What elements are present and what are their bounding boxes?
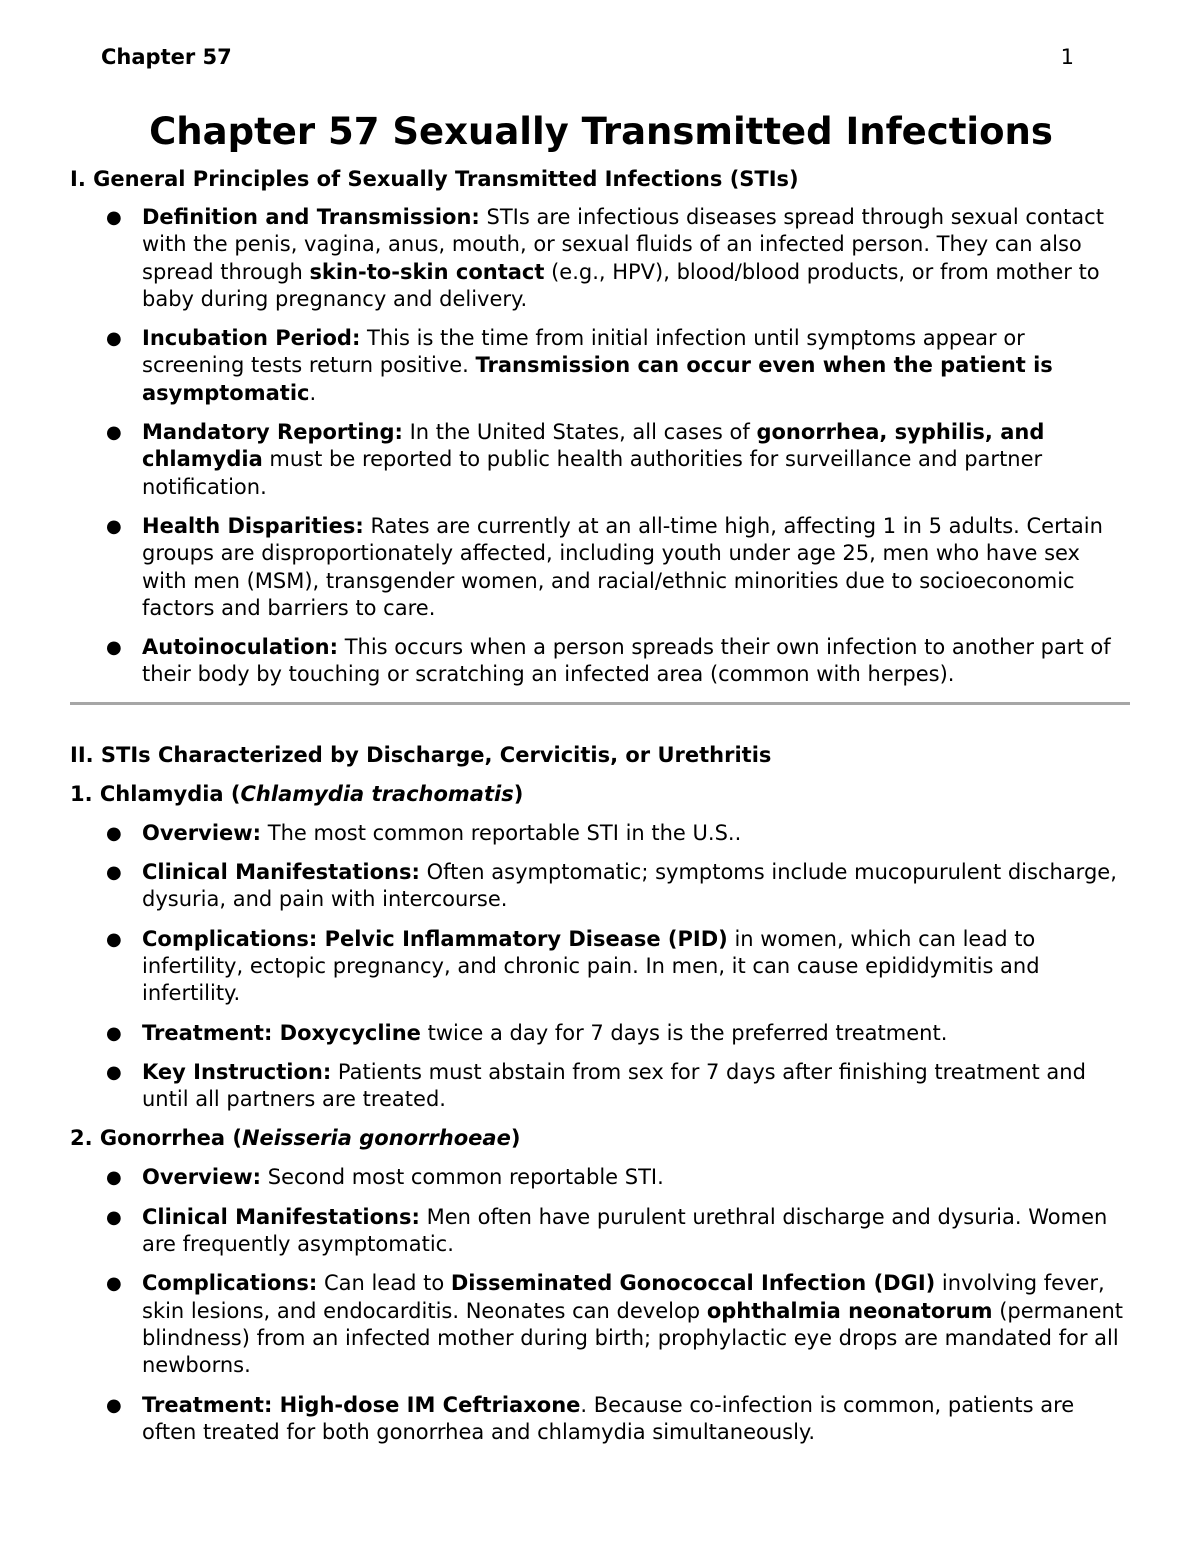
item-text: The most common reportable STI in the U.S..: [261, 820, 742, 845]
bullet-icon: ●: [106, 1061, 122, 1083]
list-item: [70, 513, 1130, 622]
list-item: [70, 926, 1130, 1008]
item-term: Overview:: [142, 820, 262, 845]
gonorrhea-list: [70, 1164, 1130, 1446]
organism-name: Chlamydia trachomatis: [240, 781, 514, 806]
item-emphasis: ophthalmia neonatorum: [706, 1298, 993, 1323]
running-header-chapter: Chapter 57: [101, 45, 232, 69]
item-term: Complications:: [142, 1271, 318, 1296]
item-text: Patients must abstain from sex for 7 days after finishing treatment and until all partners are treated.: [142, 1059, 1086, 1112]
item-text: Men often have purulent urethral discharge and dysuria. Women are frequently asymptomatic.: [142, 1204, 1108, 1257]
item-text: Rates are currently at an all-time high, affecting 1 in 5 adults. Certain groups are disproportionately affected, including youth under age 25, men who have sex with men (MSM), transgender women, and racial/ethnic minorities due to socioeconomic factors and barriers to care.: [142, 513, 1103, 620]
item-term: Definition and Transmission:: [142, 205, 480, 229]
item-text: .: [309, 380, 317, 405]
bullet-icon: ●: [106, 822, 122, 844]
item-text: in women, which can lead to infertility, ectopic pregnancy, and chronic pain. In men, it can cause epididymitis and infertility.: [142, 926, 1040, 1006]
item-text: Often asymptomatic; symptoms include mucopurulent discharge, dysuria, and pain with intercourse.: [142, 860, 1117, 912]
item-term: Treatment:: [142, 1020, 273, 1045]
item-emphasis: Doxycycline: [272, 1020, 421, 1045]
item-text: (e.g., HPV), blood/blood products, or from mother to baby during pregnancy and delivery.: [142, 259, 1100, 311]
page-number: 1: [1060, 45, 1074, 69]
item-term: Autoinoculation:: [142, 635, 339, 660]
item-term: Clinical Manifestations:: [142, 860, 420, 885]
heading-text: 2. Gonorrhea (: [70, 1126, 242, 1151]
section-1-list: [70, 204, 1130, 689]
bullet-icon: ●: [106, 207, 122, 228]
section-divider: [70, 702, 1130, 705]
bullet-icon: ●: [106, 328, 122, 350]
item-text: twice a day for 7 days is the preferred treatment.: [420, 1020, 948, 1045]
running-header: [101, 44, 1074, 70]
list-item: [70, 204, 1130, 313]
gonorrhea-heading: [70, 1125, 1130, 1152]
item-emphasis: High-dose IM Ceftriaxone: [272, 1392, 581, 1417]
document-title: Chapter 57 Sexually Transmitted Infections: [149, 110, 1053, 153]
bullet-icon: ●: [106, 928, 122, 950]
document-body: [70, 109, 1130, 1446]
item-text: This occurs when a person spreads their own infection to another part of their body by touching or scratching an infected area (common with herpes).: [142, 635, 1111, 687]
item-text: Second most common reportable STI.: [261, 1165, 664, 1190]
organism-name: Neisseria gonorrhoeae: [241, 1126, 511, 1151]
item-text: Can lead to: [317, 1271, 451, 1296]
item-text: must be reported to public health authorities for surveillance and partner notification.: [142, 447, 1043, 499]
item-emphasis: Pelvic Inflammatory Disease (PID): [317, 926, 728, 951]
list-item: [70, 419, 1130, 501]
item-term: Key Instruction:: [142, 1059, 332, 1084]
bullet-icon: ●: [106, 1394, 122, 1416]
section-1-heading: I. General Principles of Sexually Transmitted Infections (STIs): [70, 167, 799, 191]
heading-text: ): [513, 781, 524, 806]
heading-text: 1. Chlamydia (: [70, 781, 241, 806]
item-term: Incubation Period:: [142, 326, 361, 351]
list-item: [70, 859, 1130, 914]
list-item: [70, 1059, 1130, 1114]
list-item: [70, 325, 1130, 407]
list-item: [70, 634, 1130, 689]
item-text: . Because co-infection is common, patients are often treated for both gonorrhea and chlamydia simultaneously.: [142, 1392, 1075, 1444]
bullet-icon: ●: [106, 862, 122, 884]
item-text: involving fever, skin lesions, and endocarditis. Neonates can develop: [142, 1271, 1105, 1323]
item-term: Complications:: [142, 926, 318, 951]
chlamydia-list: [70, 820, 1130, 1114]
item-text: (permanent blindness) from an infected mother during birth; prophylactic eye drops are mandated for all newborns.: [142, 1298, 1124, 1378]
bullet-icon: ●: [106, 1167, 122, 1189]
item-text: This is the time from initial infection until symptoms appear or screening tests return positive.: [142, 326, 1025, 378]
item-emphasis: gonorrhea, syphilis, and chlamydia: [142, 420, 1045, 472]
bullet-icon: ●: [106, 637, 122, 659]
list-item: [70, 1164, 1130, 1191]
list-item: [70, 1270, 1130, 1379]
item-term: Clinical Manifestations:: [142, 1204, 420, 1229]
item-emphasis: Transmission can occur even when the patient is asymptomatic: [142, 353, 1053, 405]
item-text: In the United States, all cases of: [402, 420, 757, 445]
list-item: [70, 1392, 1130, 1447]
chlamydia-heading: [70, 781, 1130, 808]
list-item: [70, 820, 1130, 847]
list-item: [70, 1204, 1130, 1259]
item-text: STIs are infectious diseases spread through sexual contact with the penis, vagina, anus, mouth, or sexual fluids of an infected person. They can also spread through: [142, 205, 1104, 284]
bullet-icon: ●: [106, 1206, 122, 1228]
bullet-icon: ●: [106, 515, 122, 537]
bullet-icon: ●: [106, 422, 122, 444]
item-emphasis: skin-to-skin contact: [309, 259, 545, 284]
item-term: Health Disparities:: [142, 513, 364, 538]
item-term: Overview:: [142, 1165, 262, 1190]
list-item: [70, 1020, 1130, 1047]
item-term: Mandatory Reporting:: [142, 420, 403, 445]
bullet-icon: ●: [106, 1022, 122, 1044]
section-2-heading: II. STIs Characterized by Discharge, Cervicitis, or Urethritis: [70, 742, 772, 767]
bullet-icon: ●: [106, 1273, 122, 1295]
item-emphasis: Disseminated Gonococcal Infection (DGI): [450, 1271, 936, 1296]
item-term: Treatment:: [142, 1392, 273, 1417]
heading-text: ): [510, 1126, 521, 1151]
